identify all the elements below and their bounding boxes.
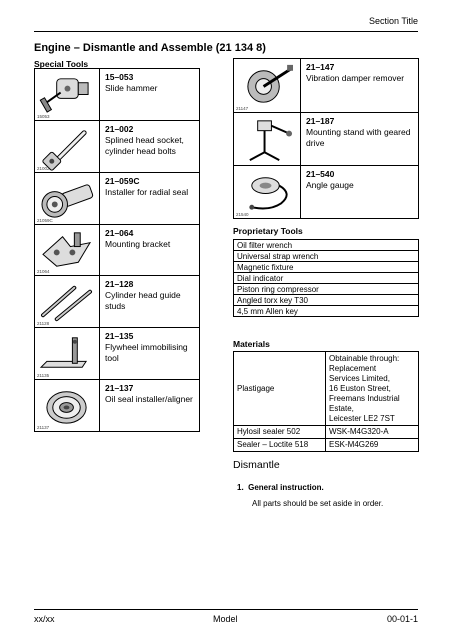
source-line: Replacement (329, 363, 377, 373)
page-title: Engine – Dismantle and Assemble (21 134 8) (34, 42, 266, 54)
material-source (326, 439, 419, 452)
list-item-text: 4,5 mm Allen key (234, 306, 419, 317)
page-number: 00-01-1 (386, 614, 418, 624)
special-tools-label: Special Tools (34, 59, 89, 69)
list-item-text: Magnetic fixture (234, 262, 419, 273)
footer-rule (34, 609, 418, 610)
tool-code: 21–002 (105, 124, 134, 134)
tool-code: 21–187 (306, 116, 335, 126)
tool-row (35, 276, 200, 328)
tool-ref: 21147 (236, 106, 249, 111)
tool-image-cell (234, 113, 301, 166)
tool-text-cell (301, 166, 419, 219)
splined-socket-icon (35, 121, 99, 172)
tool-image-cell (234, 166, 301, 219)
step-heading (237, 483, 324, 492)
tool-image-cell (35, 328, 100, 380)
list-item-text: Universal strap wrench (234, 251, 419, 262)
tool-row (234, 113, 419, 166)
list-item-text: Piston ring compressor (234, 284, 419, 295)
tool-desc: Angle gauge (306, 180, 354, 190)
tool-code: 21–147 (306, 62, 335, 72)
tool-text-cell (100, 225, 200, 276)
list-item-text: Angled torx key T30 (234, 295, 419, 306)
tool-row (35, 225, 200, 276)
tool-text-cell (100, 121, 200, 173)
tool-text-cell (301, 59, 419, 113)
proprietary-tools-table (233, 239, 419, 317)
oil-seal-installer-icon (35, 380, 99, 431)
source-line: ESK-M4G269 (329, 440, 379, 449)
tool-ref: 21064 (37, 269, 50, 274)
tool-desc: Cylinder head guide studs (105, 290, 181, 311)
tool-text-cell (100, 69, 200, 121)
guide-studs-icon (35, 276, 99, 327)
list-item (234, 306, 419, 317)
tool-ref: 21002 (37, 166, 50, 171)
tool-desc: Oil seal installer/aligner (105, 394, 193, 404)
step-title: General instruction. (248, 483, 324, 492)
tool-row (35, 380, 200, 432)
mounting-stand-icon (234, 113, 300, 165)
list-item (234, 251, 419, 262)
list-item (234, 284, 419, 295)
tool-code: 15–053 (105, 72, 134, 82)
list-item (234, 240, 419, 251)
tool-code: 21–064 (105, 228, 134, 238)
table-row (234, 439, 419, 452)
flywheel-tool-icon (35, 328, 99, 379)
dismantle-heading: Dismantle (233, 459, 280, 471)
material-source (326, 352, 419, 426)
material-source (326, 426, 419, 439)
tool-code: 21–128 (105, 279, 134, 289)
footer-model: Model (213, 614, 238, 624)
tool-desc: Splined head socket, cylinder head bolts (105, 135, 184, 156)
tool-text-cell (100, 276, 200, 328)
tool-desc: Flywheel immobilising tool (105, 342, 188, 363)
table-row (234, 426, 419, 439)
tool-image-cell (35, 225, 100, 276)
header-rule (34, 31, 418, 32)
tool-desc: Mounting bracket (105, 239, 171, 249)
tool-desc: Slide hammer (105, 83, 158, 93)
source-line: WSK-M4G320-A (329, 427, 389, 436)
mounting-bracket-icon (35, 225, 99, 275)
tool-text-cell (100, 328, 200, 380)
tool-ref: 21135 (37, 373, 50, 378)
tool-text-cell (100, 173, 200, 225)
tool-code: 21–540 (306, 169, 335, 179)
source-line: Estate, (329, 403, 354, 413)
tool-ref: 21128 (37, 321, 50, 326)
tool-text-cell (100, 380, 200, 432)
tool-image-cell (234, 59, 301, 113)
material-name: Sealer – Loctite 518 (234, 439, 326, 452)
footer-date: xx/xx (34, 614, 55, 624)
tool-text-cell (301, 113, 419, 166)
material-name: Plastigage (234, 352, 326, 426)
list-item (234, 273, 419, 284)
source-line: Leicester LE2 7ST (329, 413, 395, 423)
tool-row (35, 69, 200, 121)
tool-image-cell (35, 380, 100, 432)
special-tools-table-left (34, 68, 200, 432)
source-line: Freemans Industrial (329, 393, 400, 403)
proprietary-tools-label: Proprietary Tools (233, 226, 303, 236)
list-item (234, 295, 419, 306)
angle-gauge-icon (234, 166, 300, 218)
damper-remover-icon (234, 59, 300, 112)
tool-desc: Vibration damper remover (306, 73, 405, 83)
tool-ref: 21137 (37, 425, 50, 430)
tool-row (35, 328, 200, 380)
source-line: 16 Euston Street, (329, 383, 391, 393)
tool-code: 21–137 (105, 383, 134, 393)
list-item (234, 262, 419, 273)
tool-image-cell (35, 276, 100, 328)
tool-ref: 15053 (37, 114, 50, 119)
table-row (234, 352, 419, 426)
list-item-text: Oil filter wrench (234, 240, 419, 251)
tool-row (35, 173, 200, 225)
tool-image-cell (35, 121, 100, 173)
source-line: Services Limited, (329, 373, 390, 383)
tool-row (35, 121, 200, 173)
step-number: 1. (237, 483, 244, 492)
source-line: Obtainable through: (329, 353, 400, 363)
tool-row (234, 59, 419, 113)
materials-label: Materials (233, 339, 270, 349)
tool-ref: 21540 (236, 212, 249, 217)
tool-code: 21–135 (105, 331, 134, 341)
tool-image-cell (35, 173, 100, 225)
tool-desc: Mounting stand with geared drive (306, 127, 411, 148)
tool-image-cell (35, 69, 100, 121)
material-name: Hylosil sealer 502 (234, 426, 326, 439)
tool-ref: 21059C (37, 218, 53, 223)
list-item-text: Dial indicator (234, 273, 419, 284)
tool-row (234, 166, 419, 219)
special-tools-table-right (233, 58, 419, 219)
tool-code: 21–059C (105, 176, 140, 186)
seal-installer-icon (35, 173, 99, 224)
step-body: All parts should be set aside in order. (252, 499, 384, 508)
section-title: Section Title (368, 16, 418, 26)
materials-table (233, 351, 419, 452)
tool-desc: Installer for radial seal (105, 187, 189, 197)
slide-hammer-icon (35, 69, 99, 120)
